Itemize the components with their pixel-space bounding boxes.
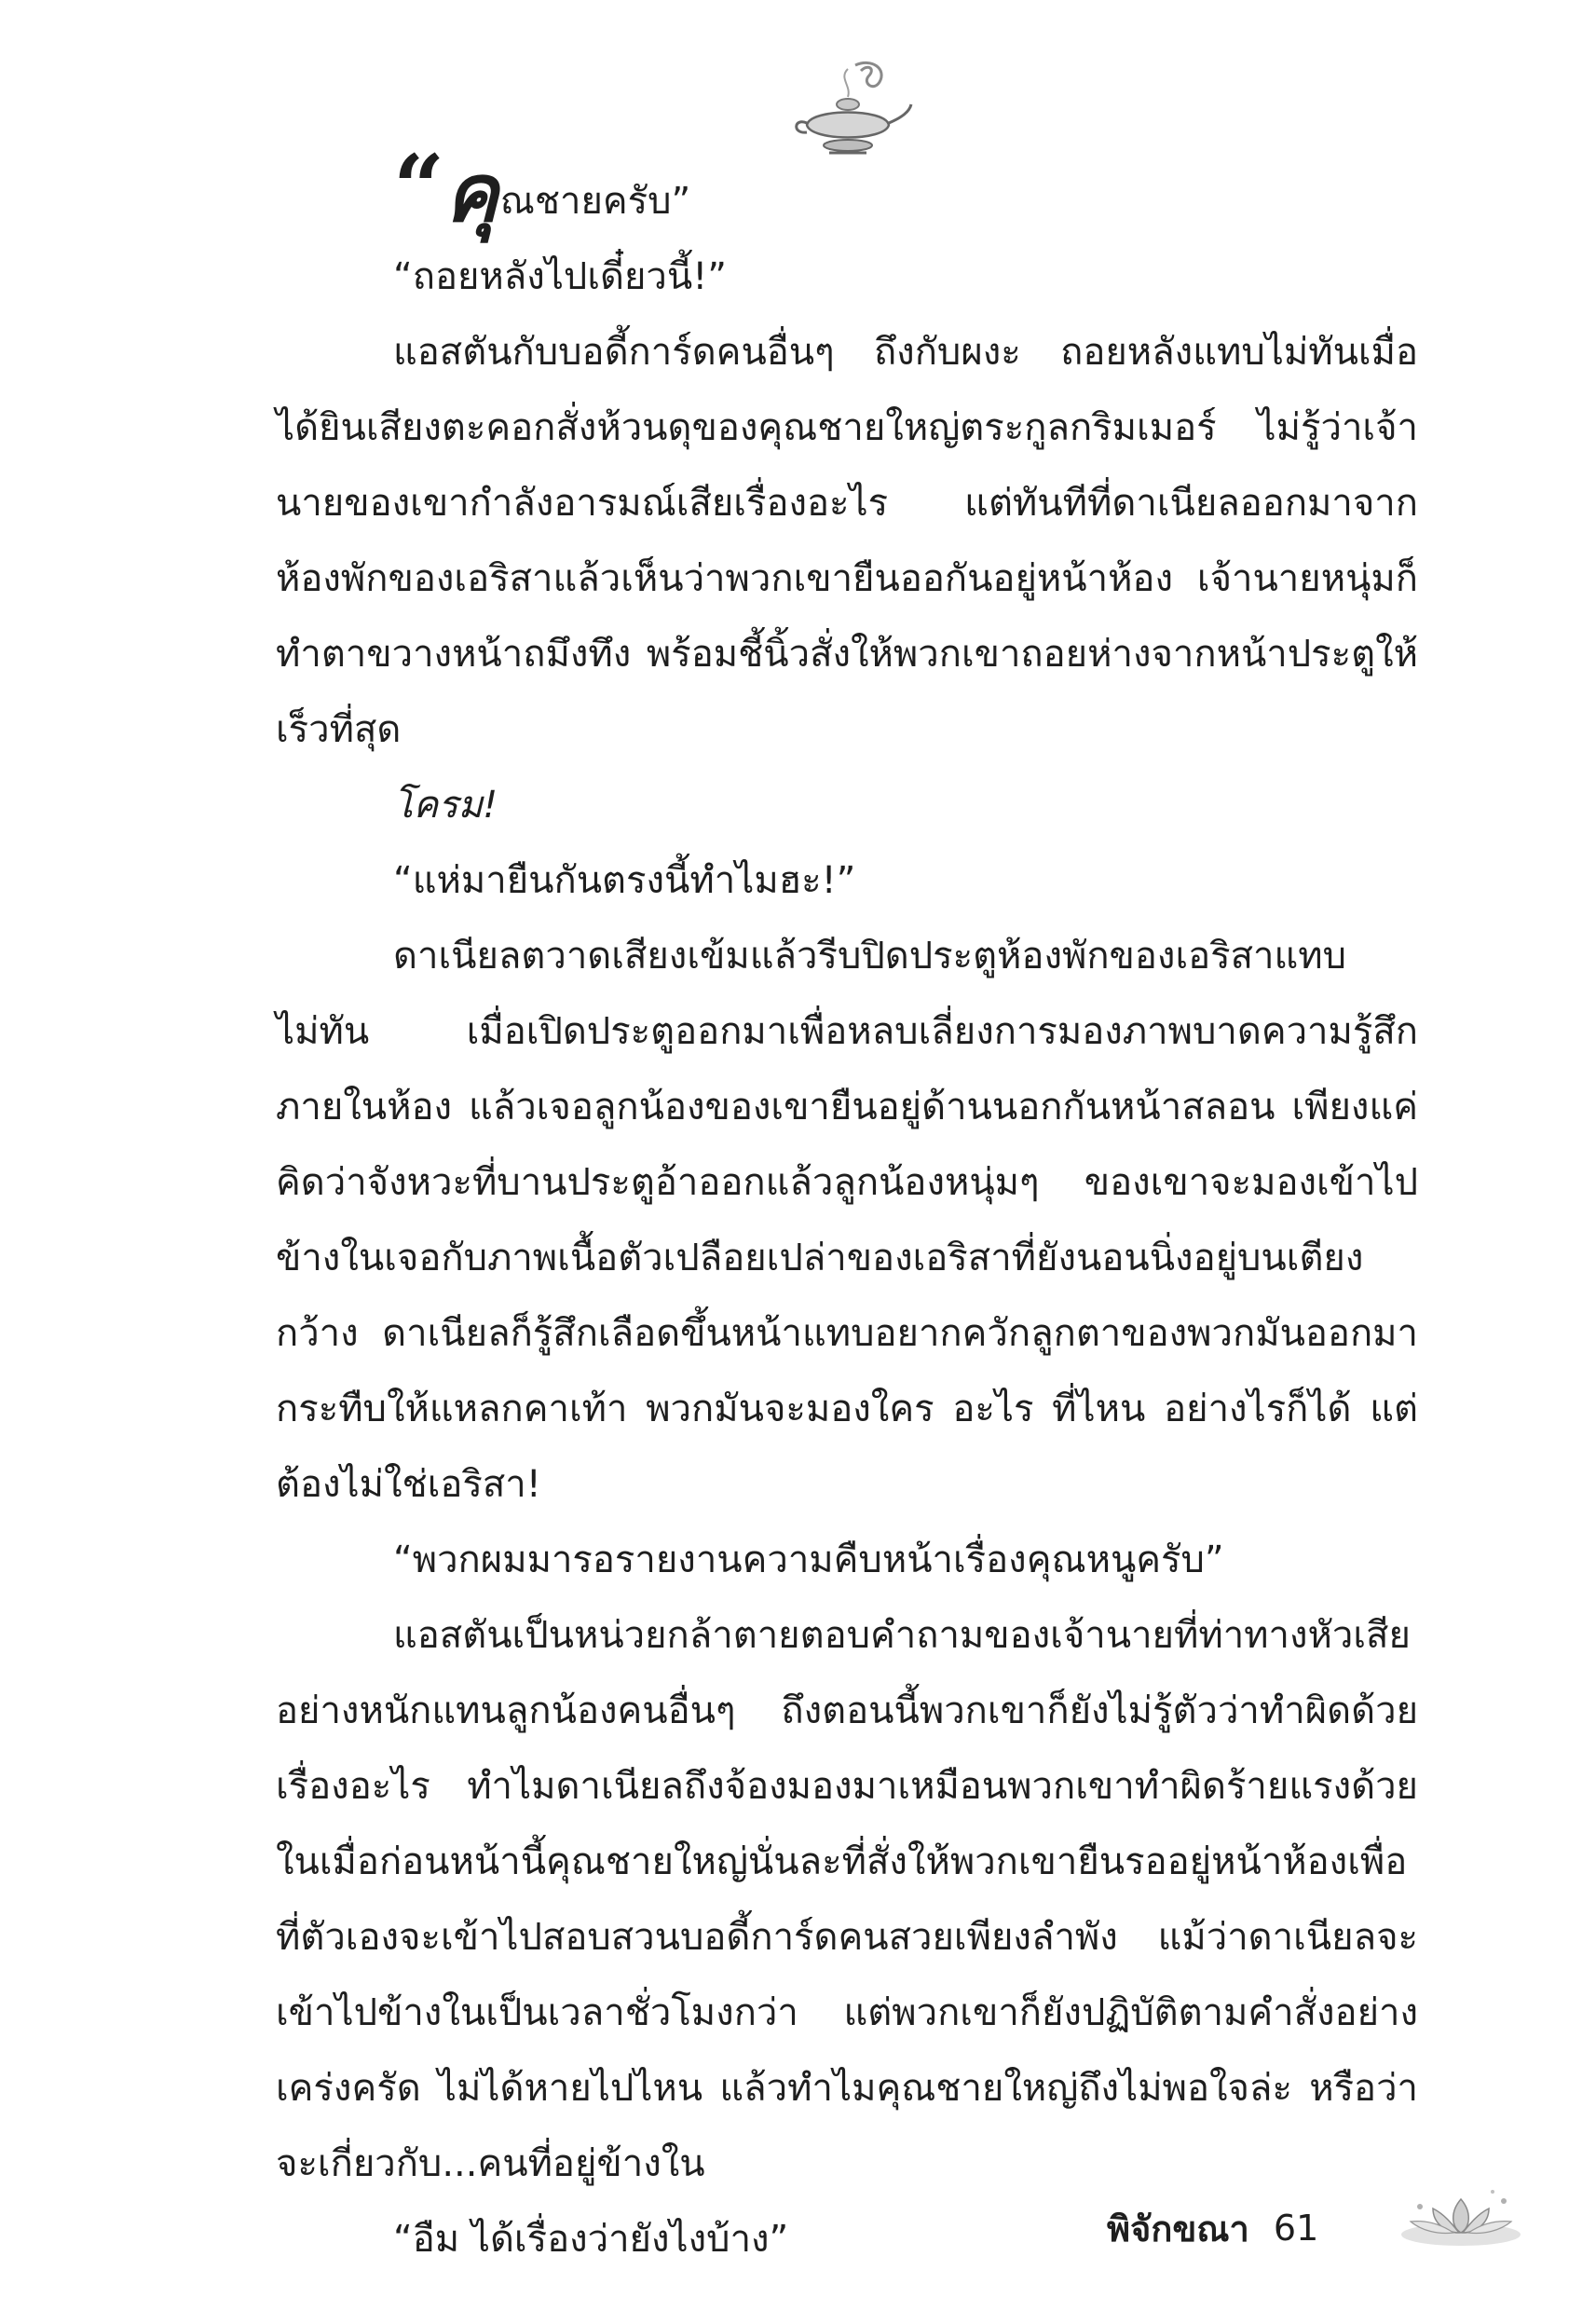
book-title: พิจักขณา — [1107, 2208, 1249, 2249]
genie-lamp-icon — [783, 56, 913, 168]
body-text — [276, 135, 1418, 2277]
narrative-paragraph: ดาเนียลตวาดเสียงเข้มแล้วรีบปิดประตูห้องพักของเอริสาแทบไม่ทัน เมื่อเปิดประตูออกมาเพื่อหลบเลี่ยงการมองภาพบาดความรู้สึกภายในห้อง แล้วเจอลูกน้องของเขายืนอยู่ด้านนอกกันหน้าสลอน เพียงแค่คิดว่าจังหวะที่บานประตูอ้าออกแล้วลูกน้องหนุ่มๆ ของเขาจะมองเข้าไปข้างในเจอกับภาพเนื้อตัวเปลือยเปล่าของเอริสาที่ยังนอนนิ่งอยู่บนเตียงกว้าง ดาเนียลก็รู้สึกเลือดขึ้นหน้าแทบอยากควักลูกตาของพวกมันออกมากระทืบให้แหลกคาเท้า พวกมันจะมองใคร อะไร ที่ไหน อย่างไรก็ได้ แต่ต้องไม่ใช่เอริสา! — [276, 935, 1418, 1506]
narrative-paragraph: แอสตันเป็นหน่วยกล้าตายตอบคำถามของเจ้านายที่ท่าทางหัวเสียอย่างหนักแทนลูกน้องคนอื่นๆ ถึงตอนนี้พวกเขาก็ยังไม่รู้ตัวว่าทำผิดด้วยเรื่องอะไร ทำไมดาเนียลถึงจ้องมองมาเหมือนพวกเขาทำผิดร้ายแรงด้วย ในเมื่อก่อนหน้านี้คุณชายใหญ่นั่นละที่สั่งให้พวกเขายืนรออยู่หน้าห้องเพื่อที่ตัวเองจะเข้าไปสอบสวนบอดี้การ์ดคนสวยเพียงลำพัง แม้ว่าดาเนียลจะเข้าไปข้างในเป็นเวลาชั่วโมงกว่า แต่พวกเขาก็ยังปฏิบัติตามคำสั่งอย่างเคร่งครัด ไม่ได้หายไปไหน แล้วทำไมคุณชายใหญ่ถึงไม่พอใจล่ะ หรือว่าจะเกี่ยวกับ...คนที่อยู่ข้างใน — [276, 1614, 1418, 2185]
opening-line-rest: ณชายครับ” — [499, 180, 691, 223]
opening-line — [276, 135, 1418, 240]
narrative-paragraph: แอสตันกับบอดี้การ์ดคนอื่นๆ ถึงกับผงะ ถอยหลังแทบไม่ทันเมื่อได้ยินเสียงตะคอกสั่งห้วนดุของคุณชายใหญ่ตระกูลกริมเมอร์ ไม่รู้ว่าเจ้านายของเขากำลังอารมณ์เสียเรื่องอะไร แต่ทันทีที่ดาเนียลออกมาจากห้องพักของเอริสาแล้วเห็นว่าพวกเขายืนออกันอยู่หน้าห้อง เจ้านายหนุ่มก็ทำตาขวางหน้าถมึงทึง พร้อมชี้นิ้วสั่งให้พวกเขาถอยห่างจากหน้าประตูให้เร็วที่สุด — [276, 331, 1418, 751]
dialogue-line: “อืม ได้เรื่องว่ายังไงบ้าง” — [393, 2218, 789, 2261]
sound-effect-line: โครม! — [393, 784, 498, 827]
drop-cap: คุ — [444, 147, 498, 240]
dialogue-line: “แห่มายืนกันตรงนี้ทำไมฮะ!” — [393, 859, 856, 902]
opening-quote-mark: “ — [393, 135, 445, 240]
lotus-ornament-icon — [1396, 2181, 1526, 2255]
paragraph-list — [276, 239, 1418, 2277]
dialogue-line: “พวกผมมารอรายงานความคืบหน้าเรื่องคุณหนูครับ” — [393, 1538, 1224, 1581]
page-footer — [1107, 2205, 1318, 2251]
page-number: 61 — [1273, 2208, 1319, 2249]
dialogue-line: “ถอยหลังไปเดี๋ยวนี้!” — [393, 255, 727, 298]
